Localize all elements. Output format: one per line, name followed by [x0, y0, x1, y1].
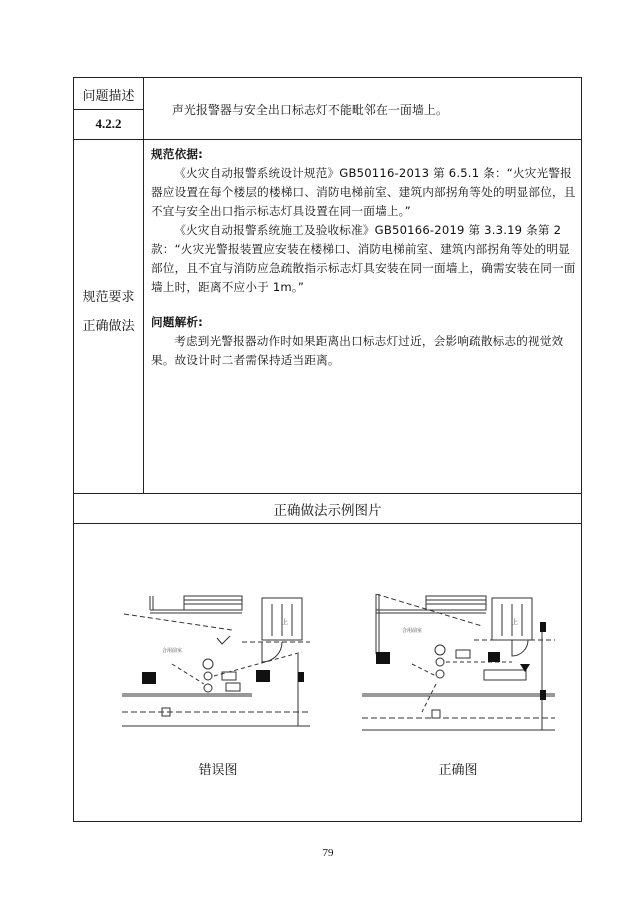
row-divider-3	[73, 523, 582, 524]
basis-paragraph-2: 《火灾自动报警系统施工及验收标准》GB50166-2019 第 3.3.19 条第 2 款：“火灾光警报装置应安装在楼梯口、消防电梯前室、建筑内部拐角等处的明显部位，且不宜与消防应急疏散指示标志灯具安装在同一面墙上，确需安装在同一面墙上时，距离不应小于 1m。”	[151, 223, 576, 294]
requirement-label-line1: 规范要求	[82, 290, 135, 305]
problem-description-label: 问题描述	[82, 89, 135, 104]
room-label-wrong: 合用前室	[162, 648, 183, 654]
requirement-label	[74, 283, 143, 341]
up-label-correct: 上	[512, 619, 519, 626]
problem-description-text: 声光报警器与安全出口标志灯不能毗邻在一面墙上。	[172, 103, 448, 117]
requirement-label-line2: 正确做法	[82, 319, 135, 334]
table-border-right	[581, 77, 582, 822]
table-border-top	[73, 77, 582, 78]
page-number: 79	[322, 847, 334, 859]
basis-heading: 规范依据:	[151, 147, 204, 161]
room-label-correct: 合用前室	[402, 628, 423, 634]
example-section-header: 正确做法示例图片	[273, 503, 382, 519]
up-label-wrong: 上	[282, 619, 289, 626]
wrong-example-caption: 错误图	[198, 763, 238, 778]
row-divider-2	[73, 493, 582, 494]
analysis-paragraph: 考虑到光警报器动作时如果距离出口标志灯过近，会影响疏散标志的视觉效果。故设计时二者需保持适当距离。	[151, 334, 564, 367]
correct-example-caption: 正确图	[438, 763, 478, 778]
row-divider-code	[73, 109, 143, 110]
clause-number: 4.2.2	[95, 116, 122, 131]
table-border-bottom	[73, 821, 582, 822]
table-border-left	[73, 77, 74, 822]
basis-paragraph-1: 《火灾自动报警系统设计规范》GB50116-2013 第 6.5.1 条：“火灾光警报器应设置在每个楼层的楼梯口、消防电梯前室、建筑内部拐角等处的明显部位，且不宜与安全出口指示标志灯具设置在同一面墙上。”	[151, 166, 576, 218]
row-divider-1	[73, 139, 582, 140]
wrong-example-drawing	[122, 594, 312, 734]
analysis-heading: 问题解析:	[151, 315, 204, 329]
requirement-content	[151, 145, 576, 370]
correct-example-drawing	[362, 594, 557, 734]
